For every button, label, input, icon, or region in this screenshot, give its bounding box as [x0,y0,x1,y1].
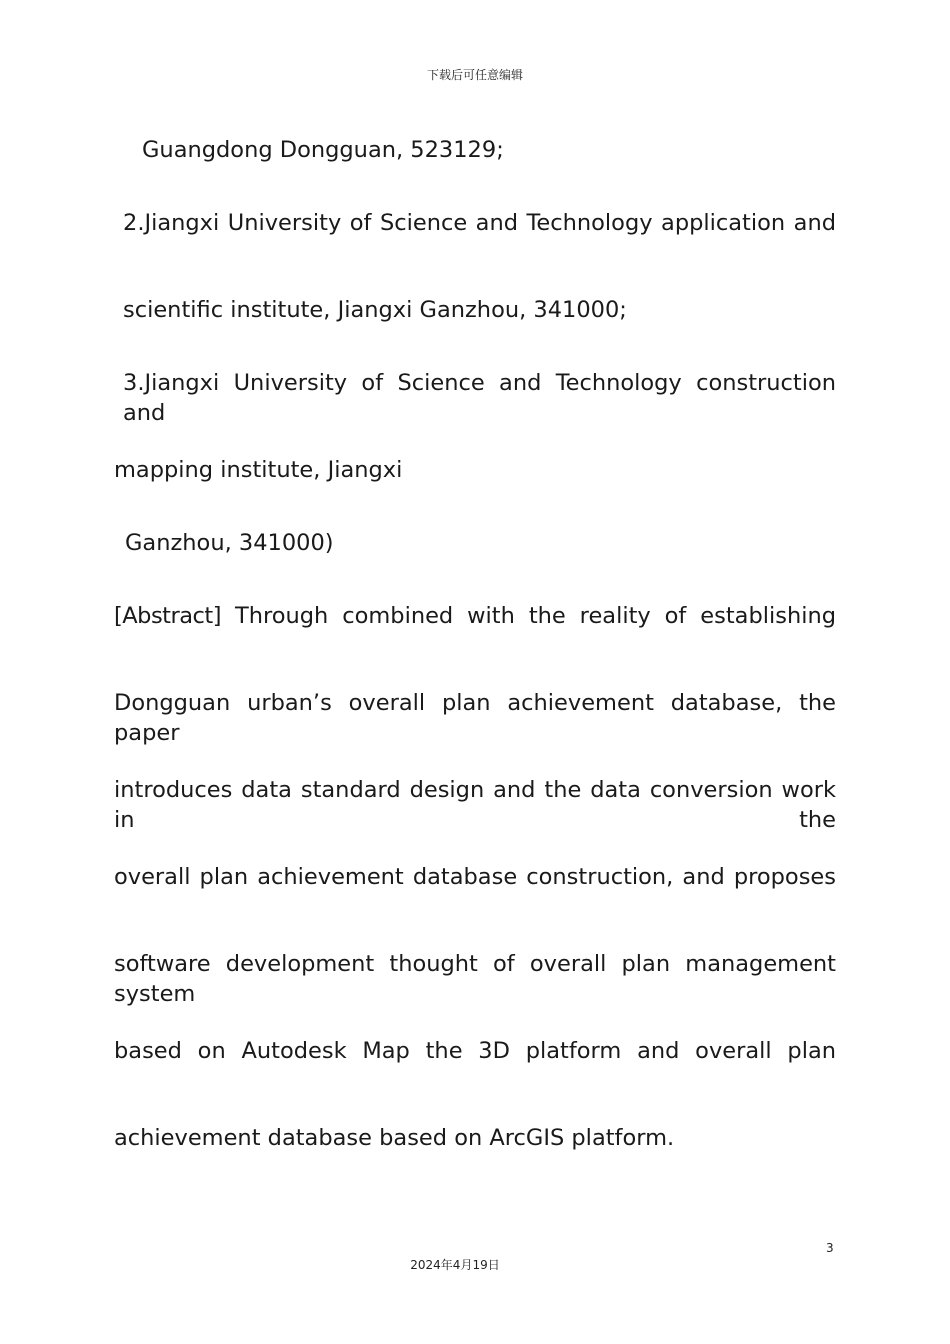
affiliation-3-line-2: mapping institute, Jiangxi [114,457,403,483]
abstract-label: [Abstract] [114,603,222,629]
abstract-line-1-text: Through combined with the reality of establishing [234,603,837,629]
abstract-line-3: introduces data standard design and the data conversion work in the [114,777,836,833]
abstract-line-4: overall plan achievement database construction, and proposes [114,864,836,890]
affiliation-3-line-1: 3.Jiangxi University of Science and Technology construction and [123,370,836,426]
affiliation-2-line-1: 2.Jiangxi University of Science and Technology application and [123,210,836,236]
abstract-line-1 [114,601,836,631]
page-date: 2024年4月19日 [410,1258,500,1272]
page-header: 下载后可任意编辑 [426,68,523,82]
affiliation-1-continued: Guangdong Dongguan, 523129; [142,137,504,163]
affiliation-2-line-2: scientific institute, Jiangxi Ganzhou, 341000; [123,297,627,323]
abstract-line-7: achievement database based on ArcGIS platform. [114,1125,675,1151]
abstract-line-5: software development thought of overall plan management system [114,951,836,1007]
affiliation-3-line-3: Ganzhou, 341000) [125,530,334,556]
abstract-line-6: based on Autodesk Map the 3D platform and overall plan [114,1038,836,1064]
abstract-line-2: Dongguan urban’s overall plan achievement database, the paper [114,690,836,746]
page-number: 3 [826,1241,834,1255]
